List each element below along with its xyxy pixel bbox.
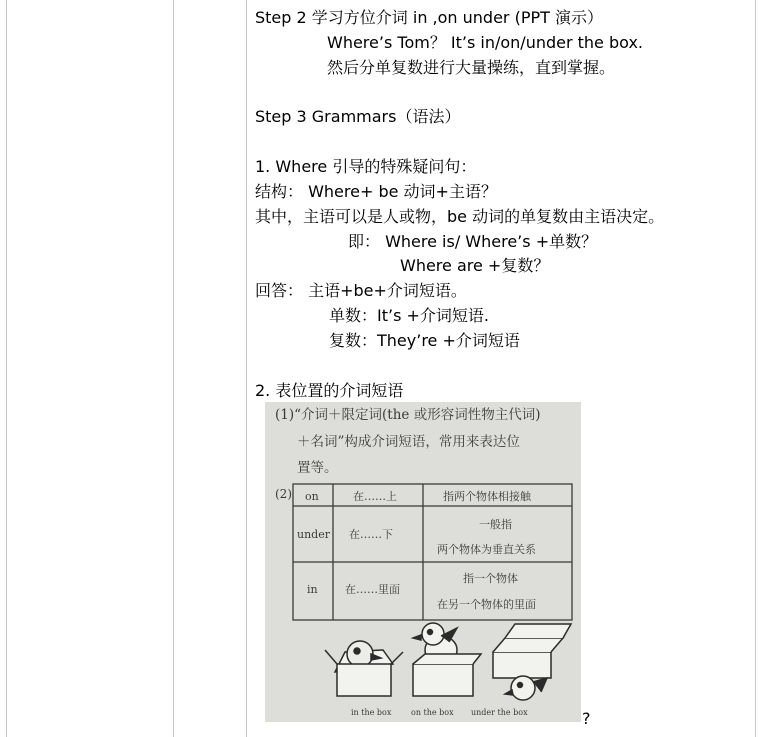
plural-answer: 复数：They’re +介词短语 bbox=[329, 331, 520, 350]
table-cell-prep: in bbox=[307, 583, 318, 596]
table-cell-prep: under bbox=[297, 528, 330, 541]
table-cell-note: 指两个物体相接触 bbox=[443, 490, 531, 503]
plural-question: Where are +复数？ bbox=[400, 256, 550, 275]
point1-title: 1. Where 引导的特殊疑问句： bbox=[255, 157, 477, 176]
table-border-column bbox=[246, 0, 247, 737]
table-border-left bbox=[6, 0, 7, 737]
textbook-photo-drawing bbox=[265, 402, 581, 722]
structure-line: 结构： Where+ be 动词+主语？ bbox=[255, 182, 497, 201]
photo-intro-line: (1)“介词＋限定词(the 或形容词性物主代词) bbox=[275, 407, 541, 423]
table-cell-meaning: 在……上 bbox=[353, 490, 397, 503]
illustration-caption: under the box bbox=[471, 708, 528, 717]
bird-under-box-illustration bbox=[493, 624, 571, 700]
singular-answer: 单数：It’s +介词短语. bbox=[329, 306, 489, 325]
table-cell-meaning: 在……下 bbox=[349, 528, 393, 541]
singular-question: 即： Where is/ Where’s +单数？ bbox=[348, 232, 598, 251]
bird-in-box-illustration bbox=[325, 641, 403, 696]
step2-practice: 然后分单复数进行大量操练，直到掌握。 bbox=[327, 58, 616, 77]
table-cell-note: 在另一个物体的里面 bbox=[437, 598, 536, 611]
illustration-caption: in the box bbox=[351, 708, 392, 717]
photo-intro-line: 置等。 bbox=[297, 460, 338, 476]
table-cell-note: 两个物体为垂直关系 bbox=[437, 543, 536, 556]
answer-line: 回答： 主语+be+介词短语。 bbox=[255, 281, 467, 300]
table-border-right bbox=[755, 0, 756, 737]
step2-heading: Step 2 学习方位介词 in ,on under (PPT 演示） bbox=[255, 8, 603, 27]
trailing-question-mark: ? bbox=[582, 709, 591, 728]
table-cell-note: 一般指 bbox=[479, 518, 512, 531]
textbook-photo bbox=[265, 402, 581, 722]
photo-table-label: (2) bbox=[275, 487, 292, 501]
table-border-column bbox=[173, 0, 174, 737]
subject-rule: 其中，主语可以是人或物，be 动词的单复数由主语决定。 bbox=[255, 207, 665, 226]
step2-example: Where’s Tom？ It’s in/on/under the box. bbox=[327, 33, 643, 52]
table-cell-prep: on bbox=[305, 490, 319, 503]
bird-on-box-illustration bbox=[413, 623, 481, 696]
table-cell-note: 指一个物体 bbox=[463, 572, 518, 585]
point2-title: 2. 表位置的介词短语 bbox=[255, 381, 404, 400]
table-cell-meaning: 在……里面 bbox=[345, 583, 400, 596]
illustration-caption: on the box bbox=[411, 708, 454, 717]
photo-intro-line: ＋名词”构成介词短语，常用来表达位 bbox=[297, 434, 520, 450]
step3-heading: Step 3 Grammars（语法） bbox=[255, 107, 461, 126]
